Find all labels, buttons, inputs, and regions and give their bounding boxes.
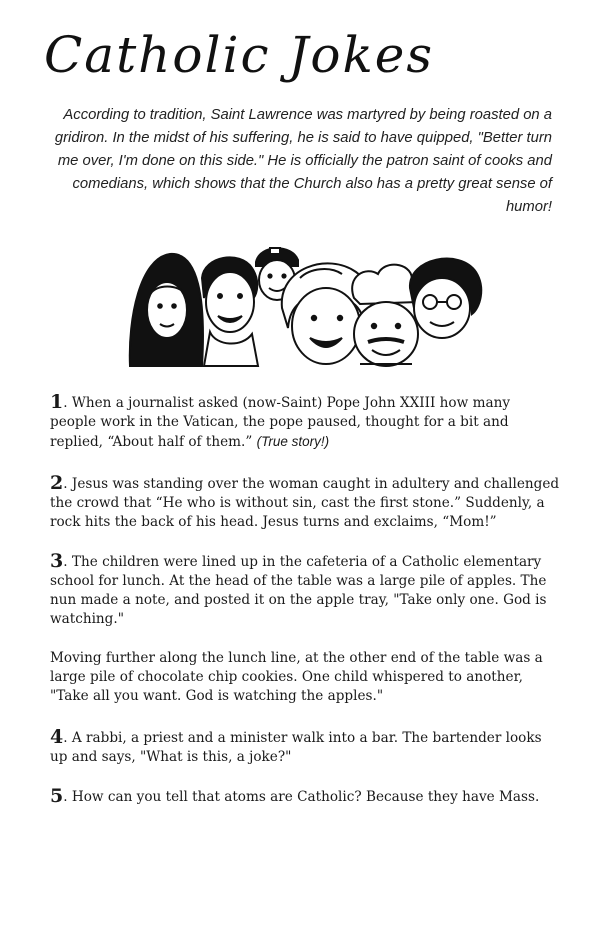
joke-5 — [50, 787, 560, 807]
joke-4 — [50, 728, 560, 767]
joke-text: . A rabbi, a priest and a minister walk into a bar. The bartender looks up and says, "What is this, a joke?" — [50, 730, 542, 765]
joke-3-continuation: Moving further along the lunch line, at the other end of the table was a large pile of chocolate chip cookies. One child whispered to another, "Take all you want. God is watching the apples." — [50, 650, 543, 704]
woman-with-glasses-face-icon — [410, 259, 481, 338]
joke-text: . The children were lined up in the cafeteria of a Catholic elementary school for lunch. At the head of the table was a large pile of apples. The nun made a note, and posted it on the apple tray, "Take only one. God is watching." — [50, 554, 547, 627]
joke-3 — [50, 552, 560, 629]
intro-paragraph: According to tradition, Saint Lawrence was martyred by being roasted on a gridiron. In the midst of his suffering, he is said to have quipped, "Better turn me over, I'm done on this side." He is officially the patron saint of cooks and comedians, which shows that the Church also has a pretty great sense of humor! — [54, 107, 552, 215]
joke-number: 3 — [50, 550, 64, 572]
joke-1 — [50, 393, 560, 452]
joke-aside: (True story!) — [256, 434, 330, 449]
jokes-list — [50, 393, 560, 807]
joke-number: 4 — [50, 726, 64, 748]
group-of-smiling-faces-illustration — [120, 238, 500, 374]
page-title: Catholic Jokes — [44, 26, 435, 84]
joke-text: . How can you tell that atoms are Catholic? Because they have Mass. — [63, 789, 540, 805]
joke-number: 5 — [50, 785, 64, 807]
curly-haired-woman-face-icon — [202, 257, 258, 366]
joke-text: . When a journalist asked (now-Saint) Pope John XXIII how many people work in the Vatican, the pope paused, thought for a bit and replied, “About half of them.” — [50, 395, 511, 450]
nun-face-icon — [130, 254, 203, 366]
joke-number: 2 — [50, 472, 64, 494]
joke-text: . Jesus was standing over the woman caught in adultery and challenged the crowd that “He who is without sin, cast the first stone.” Suddenly, a rock hits the back of his head. Jesus turns and exclaims, “Mom!” — [50, 476, 560, 530]
joke-2 — [50, 474, 560, 532]
joke-number: 1 — [50, 391, 64, 413]
